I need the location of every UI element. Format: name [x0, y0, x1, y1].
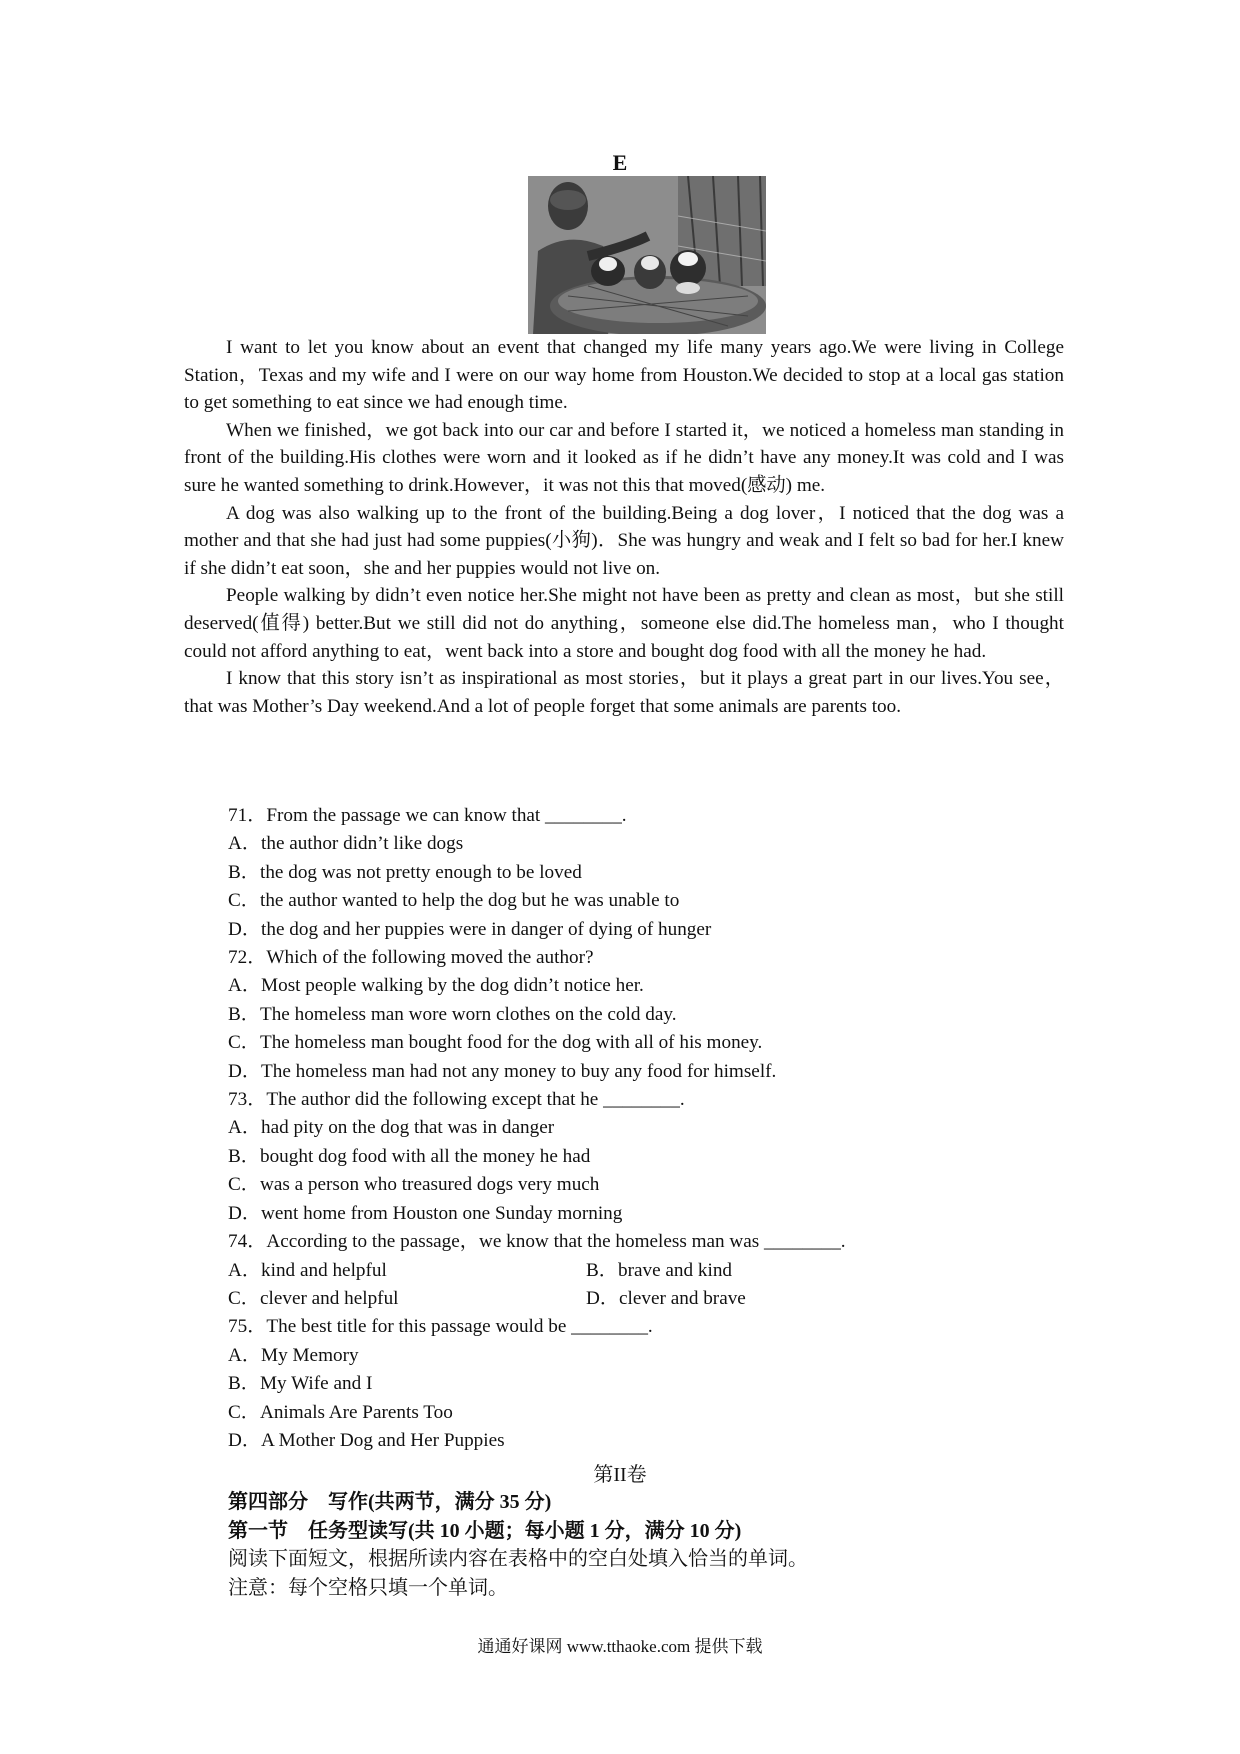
question-74-option-b: B．brave and kind — [586, 1259, 733, 1281]
question-71-option-b: B．the dog was not pretty enough to be loved — [228, 861, 582, 883]
passage-paragraph: When we finished，we got back into our car and before I started it，we noticed a homeless man standing in front of the building.His clothes were worn and it looked as if he didn’t have any money.It was cold and I was sure he wanted something to drink.However，it was not this that moved(感动) me. — [184, 419, 1064, 496]
question-72-option-c: C．The homeless man bought food for the dog with all of his money. — [228, 1032, 763, 1054]
question-75-option-c: C．Animals Are Parents Too — [228, 1401, 453, 1423]
question-71-option-d: D．the dog and her puppies were in danger of dying of hunger — [228, 918, 712, 940]
question-74-stem: 74．According to the passage，we know that the homeless man was ________. — [228, 1231, 846, 1253]
writing-note: 注意：每个空格只填一个单词。 — [228, 1576, 508, 1599]
question-75-option-d: D．A Mother Dog and Her Puppies — [228, 1429, 505, 1451]
writing-instruction: 阅读下面短文，根据所读内容在表格中的空白处填入恰当的单词。 — [228, 1548, 808, 1571]
question-73-option-a: A．had pity on the dog that was in danger — [228, 1117, 555, 1139]
question-73-option-c: C．was a person who treasured dogs very much — [228, 1174, 600, 1196]
question-74-option-d: D．clever and brave — [586, 1287, 746, 1309]
question-71-option-a: A．the author didn’t like dogs — [228, 833, 464, 855]
question-74-option-c: C．clever and helpful — [228, 1287, 399, 1309]
part-two-title: 第II卷 — [593, 1464, 647, 1486]
question-73-option-d: D．went home from Houston one Sunday morning — [228, 1202, 623, 1224]
question-75-option-a: A．My Memory — [228, 1344, 359, 1366]
question-73-option-b: B．bought dog food with all the money he had — [228, 1145, 591, 1167]
question-71-stem: 71．From the passage we can know that ________. — [228, 805, 627, 826]
part-label: 第四部分 — [228, 1491, 308, 1513]
passage-paragraph: People walking by didn’t even notice her.She might not have been as pretty and clean as most，but she still deserved(值得) better.But we still did not do anything，someone else did.The homeless man，who I thought could not afford anything to eat，went back into a store and bought dog food with all the money he had. — [184, 585, 1064, 662]
question-75-option-b: B．My Wife and I — [228, 1373, 373, 1395]
part-text: 写作(共两节，满分 35 分) — [328, 1491, 552, 1513]
writing-section — [228, 1488, 1064, 1602]
passage-photo — [528, 176, 766, 334]
reading-passage — [184, 334, 1064, 720]
writing-section-heading — [228, 1517, 1064, 1546]
question-73-stem: 73．The author did the following except that he ________. — [228, 1089, 685, 1111]
question-75-stem: 75．The best title for this passage would be ________. — [228, 1316, 653, 1338]
section-letter: E — [612, 150, 628, 175]
question-72-option-b: B．The homeless man wore worn clothes on the cold day. — [228, 1003, 677, 1025]
question-72-option-d: D．The homeless man had not any money to buy any food for himself. — [228, 1060, 777, 1082]
section-text: 任务型读写(共 10 小题；每小题 1 分，满分 10 分) — [308, 1519, 742, 1542]
question-74-options-row-2 — [228, 1285, 1064, 1313]
writing-part-heading — [228, 1488, 1064, 1517]
page-footer: 通通好课网 www.tthaoke.com 提供下载 — [477, 1637, 763, 1656]
question-list — [228, 802, 1064, 1455]
passage-paragraph: I know that this story isn’t as inspirational as most stories，but it plays a great part in our lives.You see，that was Mother’s Day weekend.And a lot of people forget that some animals are parents too. — [184, 668, 1064, 717]
question-74-options-row-1 — [228, 1257, 1064, 1285]
question-74-option-a: A．kind and helpful — [228, 1259, 387, 1281]
question-71-option-c: C．the author wanted to help the dog but he was unable to — [228, 890, 680, 912]
question-72-stem: 72．Which of the following moved the author? — [228, 947, 594, 969]
passage-paragraph: I want to let you know about an event that changed my life many years ago.We were living in College Station，Texas and my wife and I were on our way home from Houston.We decided to stop at a local gas station to get something to eat since we had enough time. — [184, 337, 1064, 414]
question-72-option-a: A．Most people walking by the dog didn’t notice her. — [228, 975, 644, 997]
man-with-puppies-photo — [528, 176, 766, 334]
passage-paragraph: A dog was also walking up to the front of the building.Being a dog lover，I noticed that the dog was a mother and that she had just had some puppies(小狗)．She was hungry and weak and I felt so bad for her.I knew if she didn’t eat soon，she and her puppies would not live on. — [184, 502, 1064, 579]
section-label: 第一节 — [228, 1519, 288, 1542]
